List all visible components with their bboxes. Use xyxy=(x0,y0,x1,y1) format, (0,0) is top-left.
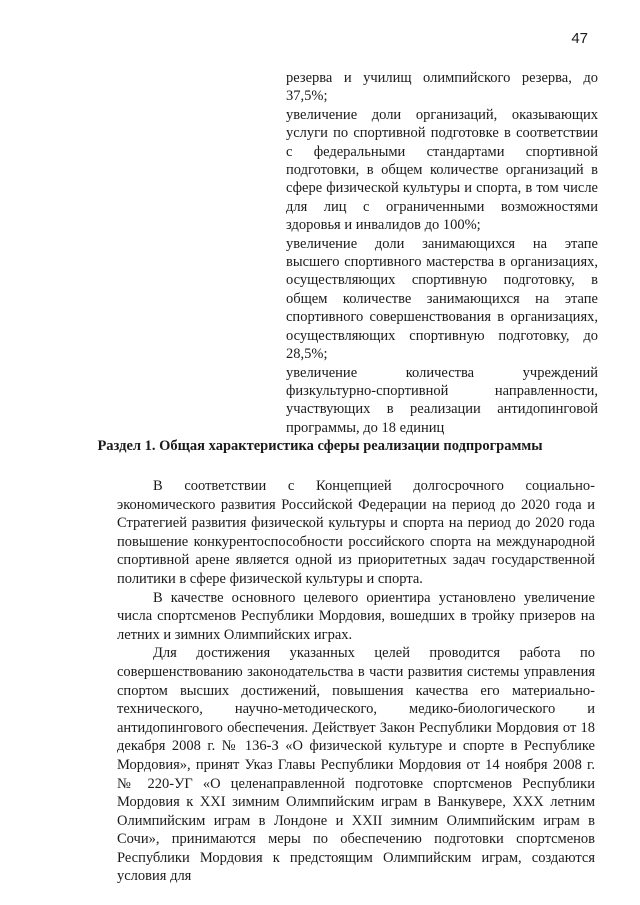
paragraph: В качестве основного целевого ориентира установлено увеличение числа спортсменов Республики Мордовия, вошедших в тройку призеров на летних и зимних Олимпийских играх. xyxy=(117,589,595,643)
indicator-item: увеличение доли занимающихся на этапе высшего спортивного мастерства в организациях, осуществляющих спортивную подготовку, в общем количестве занимающихся на этапе спортивного совершенствования в организациях, осуществляющих спортивную подготовку, до 28,5%; xyxy=(286,235,598,363)
indicator-item: увеличение количества учреждений физкультурно-спортивной направленности, участвующих в реализации антидопинговой программы, до 18 единиц xyxy=(286,364,598,436)
indicator-item: увеличение доли организаций, оказывающих услуги по спортивной подготовке в соответствии с федеральными стандартами спортивной подготовки, в общем количестве организаций в сфере физической культуры и спорта, в том числе для лиц с ограниченными возможностями здоровья и инвалидов до 100%; xyxy=(286,106,598,234)
body-text xyxy=(117,477,595,886)
indicator-item: резерва и училищ олимпийского резерва, до 37,5%; xyxy=(286,70,598,105)
page-number: 47 xyxy=(571,30,588,47)
paragraph: В соответствии с Концепцией долгосрочного социально-экономического развития Российской Федерации на период до 2020 года и Стратегией развития физической культуры и спорта на период до 2020 года повышение конкурентоспособности российского спорта на международной спортивной арене является одной из приоритетных задач государственной политики в сфере физической культуры и спорта. xyxy=(117,478,595,587)
target-indicators-list xyxy=(286,69,598,437)
section-heading: Раздел 1. Общая характеристика сферы реализации подпрограммы xyxy=(97,438,543,454)
paragraph: Для достижения указанных целей проводится работа по совершенствованию законодательства в части развития системы управления спортом высших достижений, повышения качества его материально-технического, научно-методического, медико-биологического и антидопингового обеспечения. Действует Закон Республики Мордовия от 18 декабря 2008 г. № 136-З «О физической культуре и спорте в Республике Мордовия», принят Указ Главы Республики Мордовия от 14 ноября 2008 г. № 220-УГ «О целенаправленной подготовке спортсменов Республики Мордовия к XXI зимним Олимпийским играм в Ванкувере, XXX летним Олимпийским играм в Лондоне и XXII зимним Олимпийским играм в Сочи», принимаются меры по обеспечению подготовки спортсменов Республики Мордовия к предстоящим Олимпийским играм, создаются условия для xyxy=(117,645,595,885)
